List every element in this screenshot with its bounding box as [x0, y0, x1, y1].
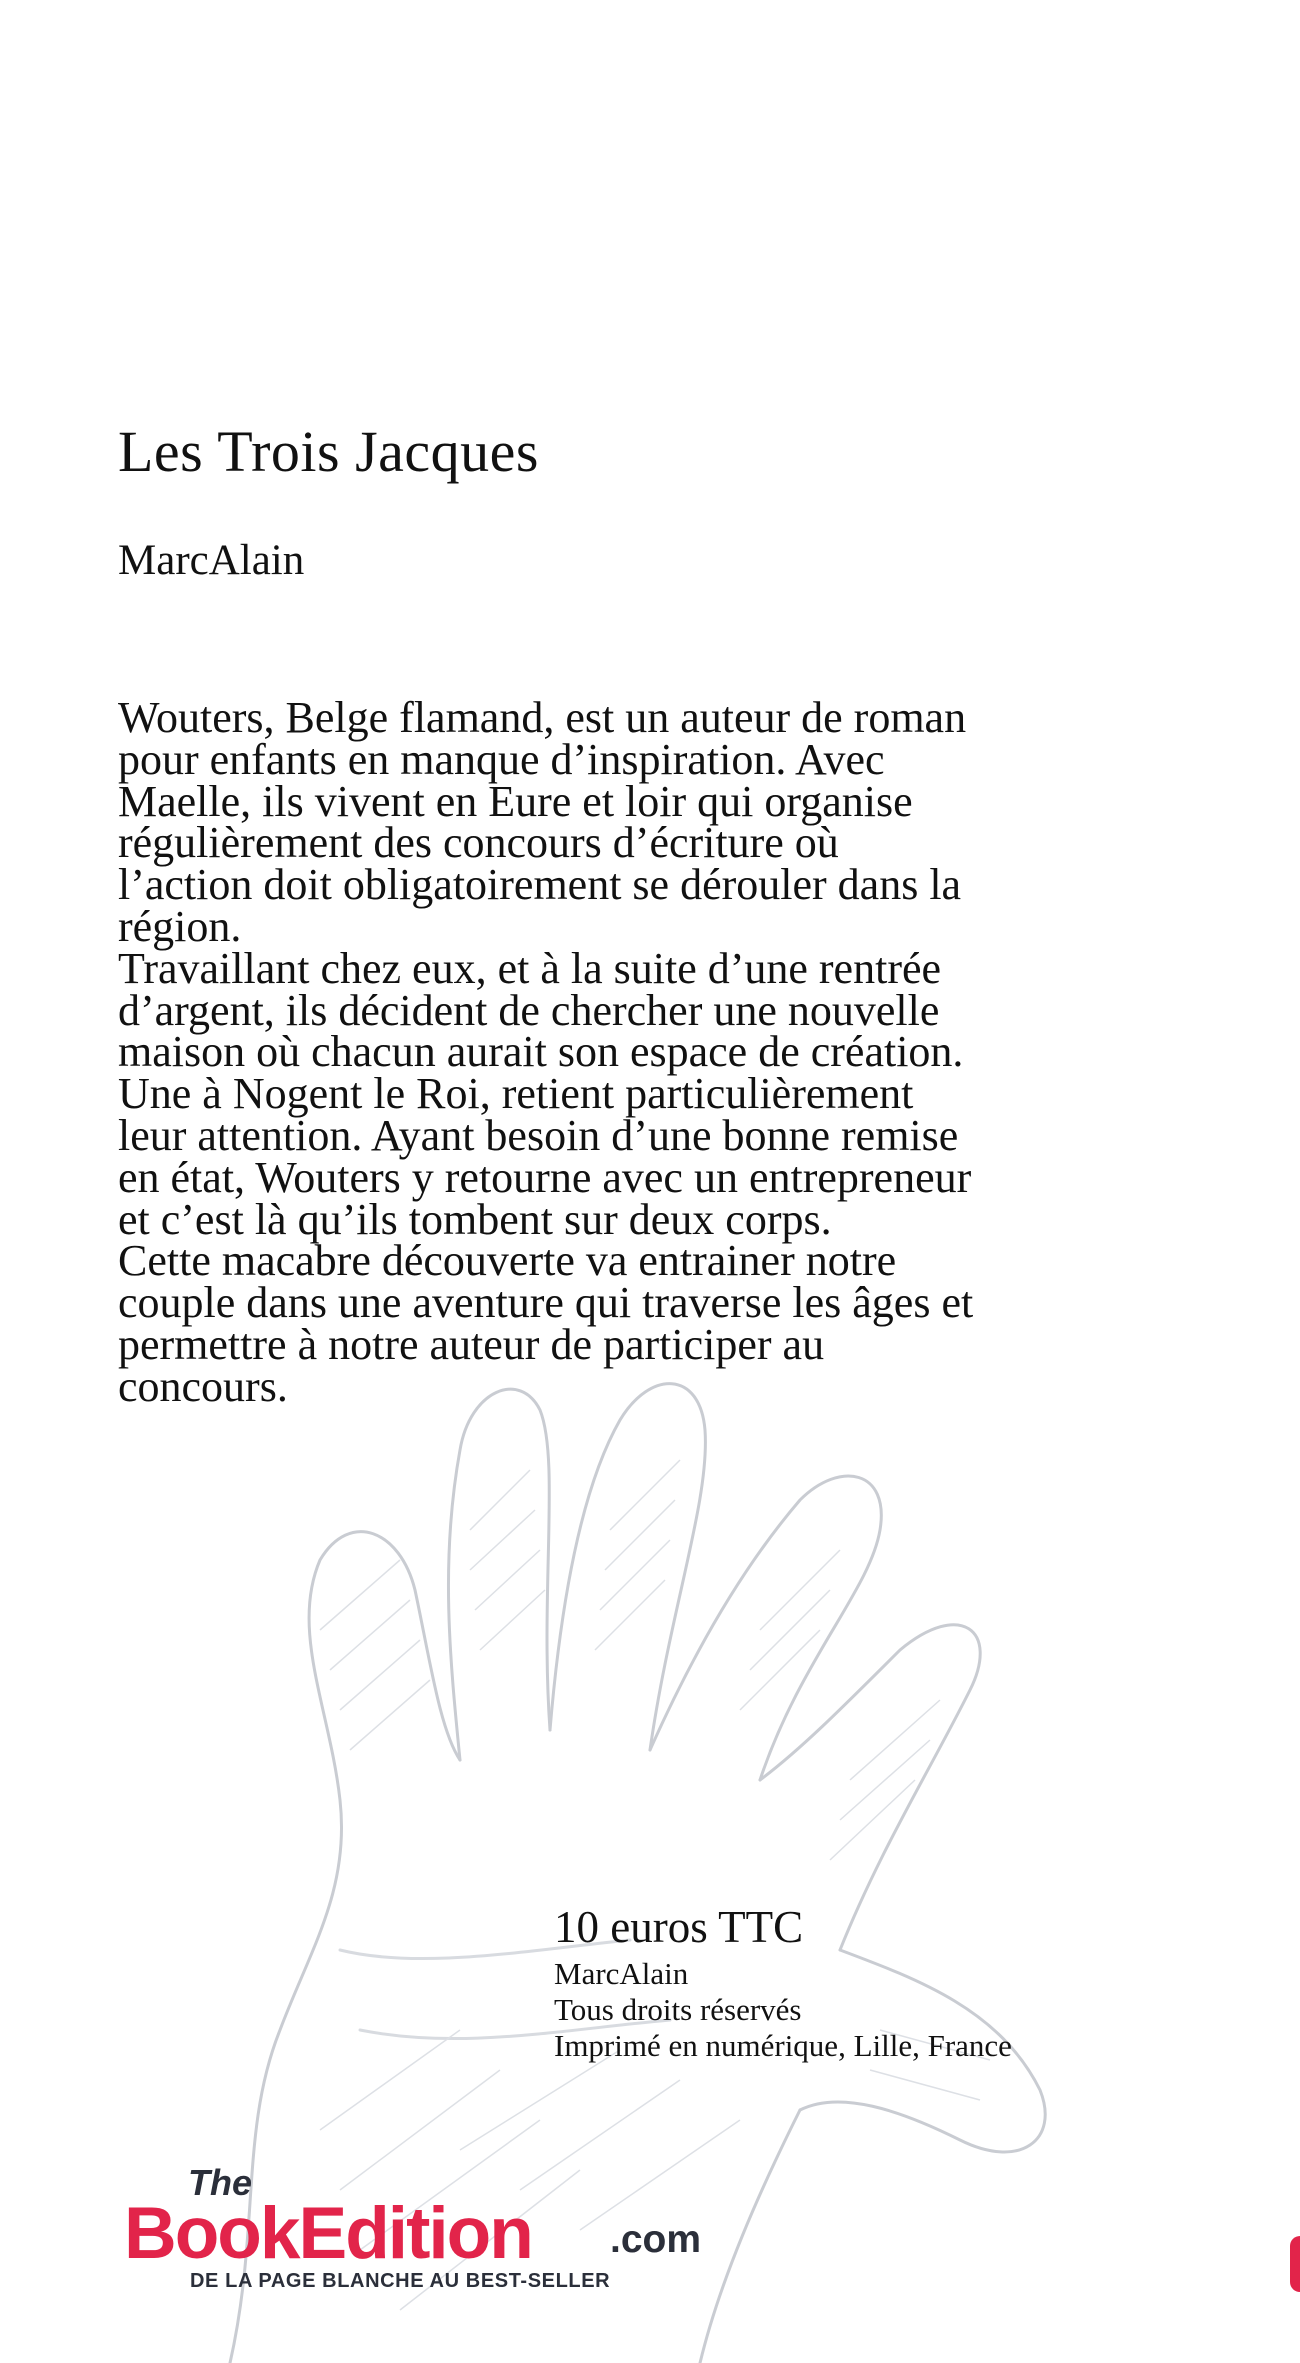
rights-notice: Tous droits réservés: [554, 1992, 802, 2027]
publisher-logo: [124, 2160, 714, 2295]
colophon-author: MarcAlain: [554, 1956, 689, 1991]
logo-domain: .com: [610, 2218, 702, 2261]
print-notice: Imprimé en numérique, Lille, France: [554, 2028, 1012, 2063]
logo-brand: BookEdition: [124, 2193, 532, 2274]
logo-tagline: DE LA PAGE BLANCHE AU BEST-SELLER: [190, 2270, 611, 2292]
colophon: [554, 1902, 1012, 2064]
summary-paragraph: Wouters, Belge flamand, est un auteur de roman pour enfants en manque d’inspiration. Avec Maelle, ils vivent en Eure et loir qui organise régulièrement des concours d’écriture où l’action doit obligatoirement se dérouler dans la région.: [118, 693, 967, 951]
corner-logo-mark: [1290, 2236, 1300, 2292]
summary-paragraph: Travaillant chez eux, et à la suite d’une rentrée d’argent, ils décident de chercher une nouvelle maison où chacun aurait son espace de création. Une à Nogent le Roi, retient particulièrement leur attention. Ayant besoin d’une bonne remise en état, Wouters y retourne avec un entrepreneur et c’est là qu’ils tombent sur deux corps.: [118, 943, 972, 1244]
book-summary: [118, 693, 978, 1411]
summary-paragraph: Cette macabre découverte va entrainer notre couple dans une aventure qui traverse les âges et permettre à notre auteur de participer au concours.: [118, 1236, 974, 1411]
book-author: MarcAlain: [118, 537, 305, 584]
book-title: Les Trois Jacques: [118, 419, 539, 484]
price: 10 euros TTC: [554, 1902, 804, 1952]
logo-the: The: [188, 2162, 253, 2203]
